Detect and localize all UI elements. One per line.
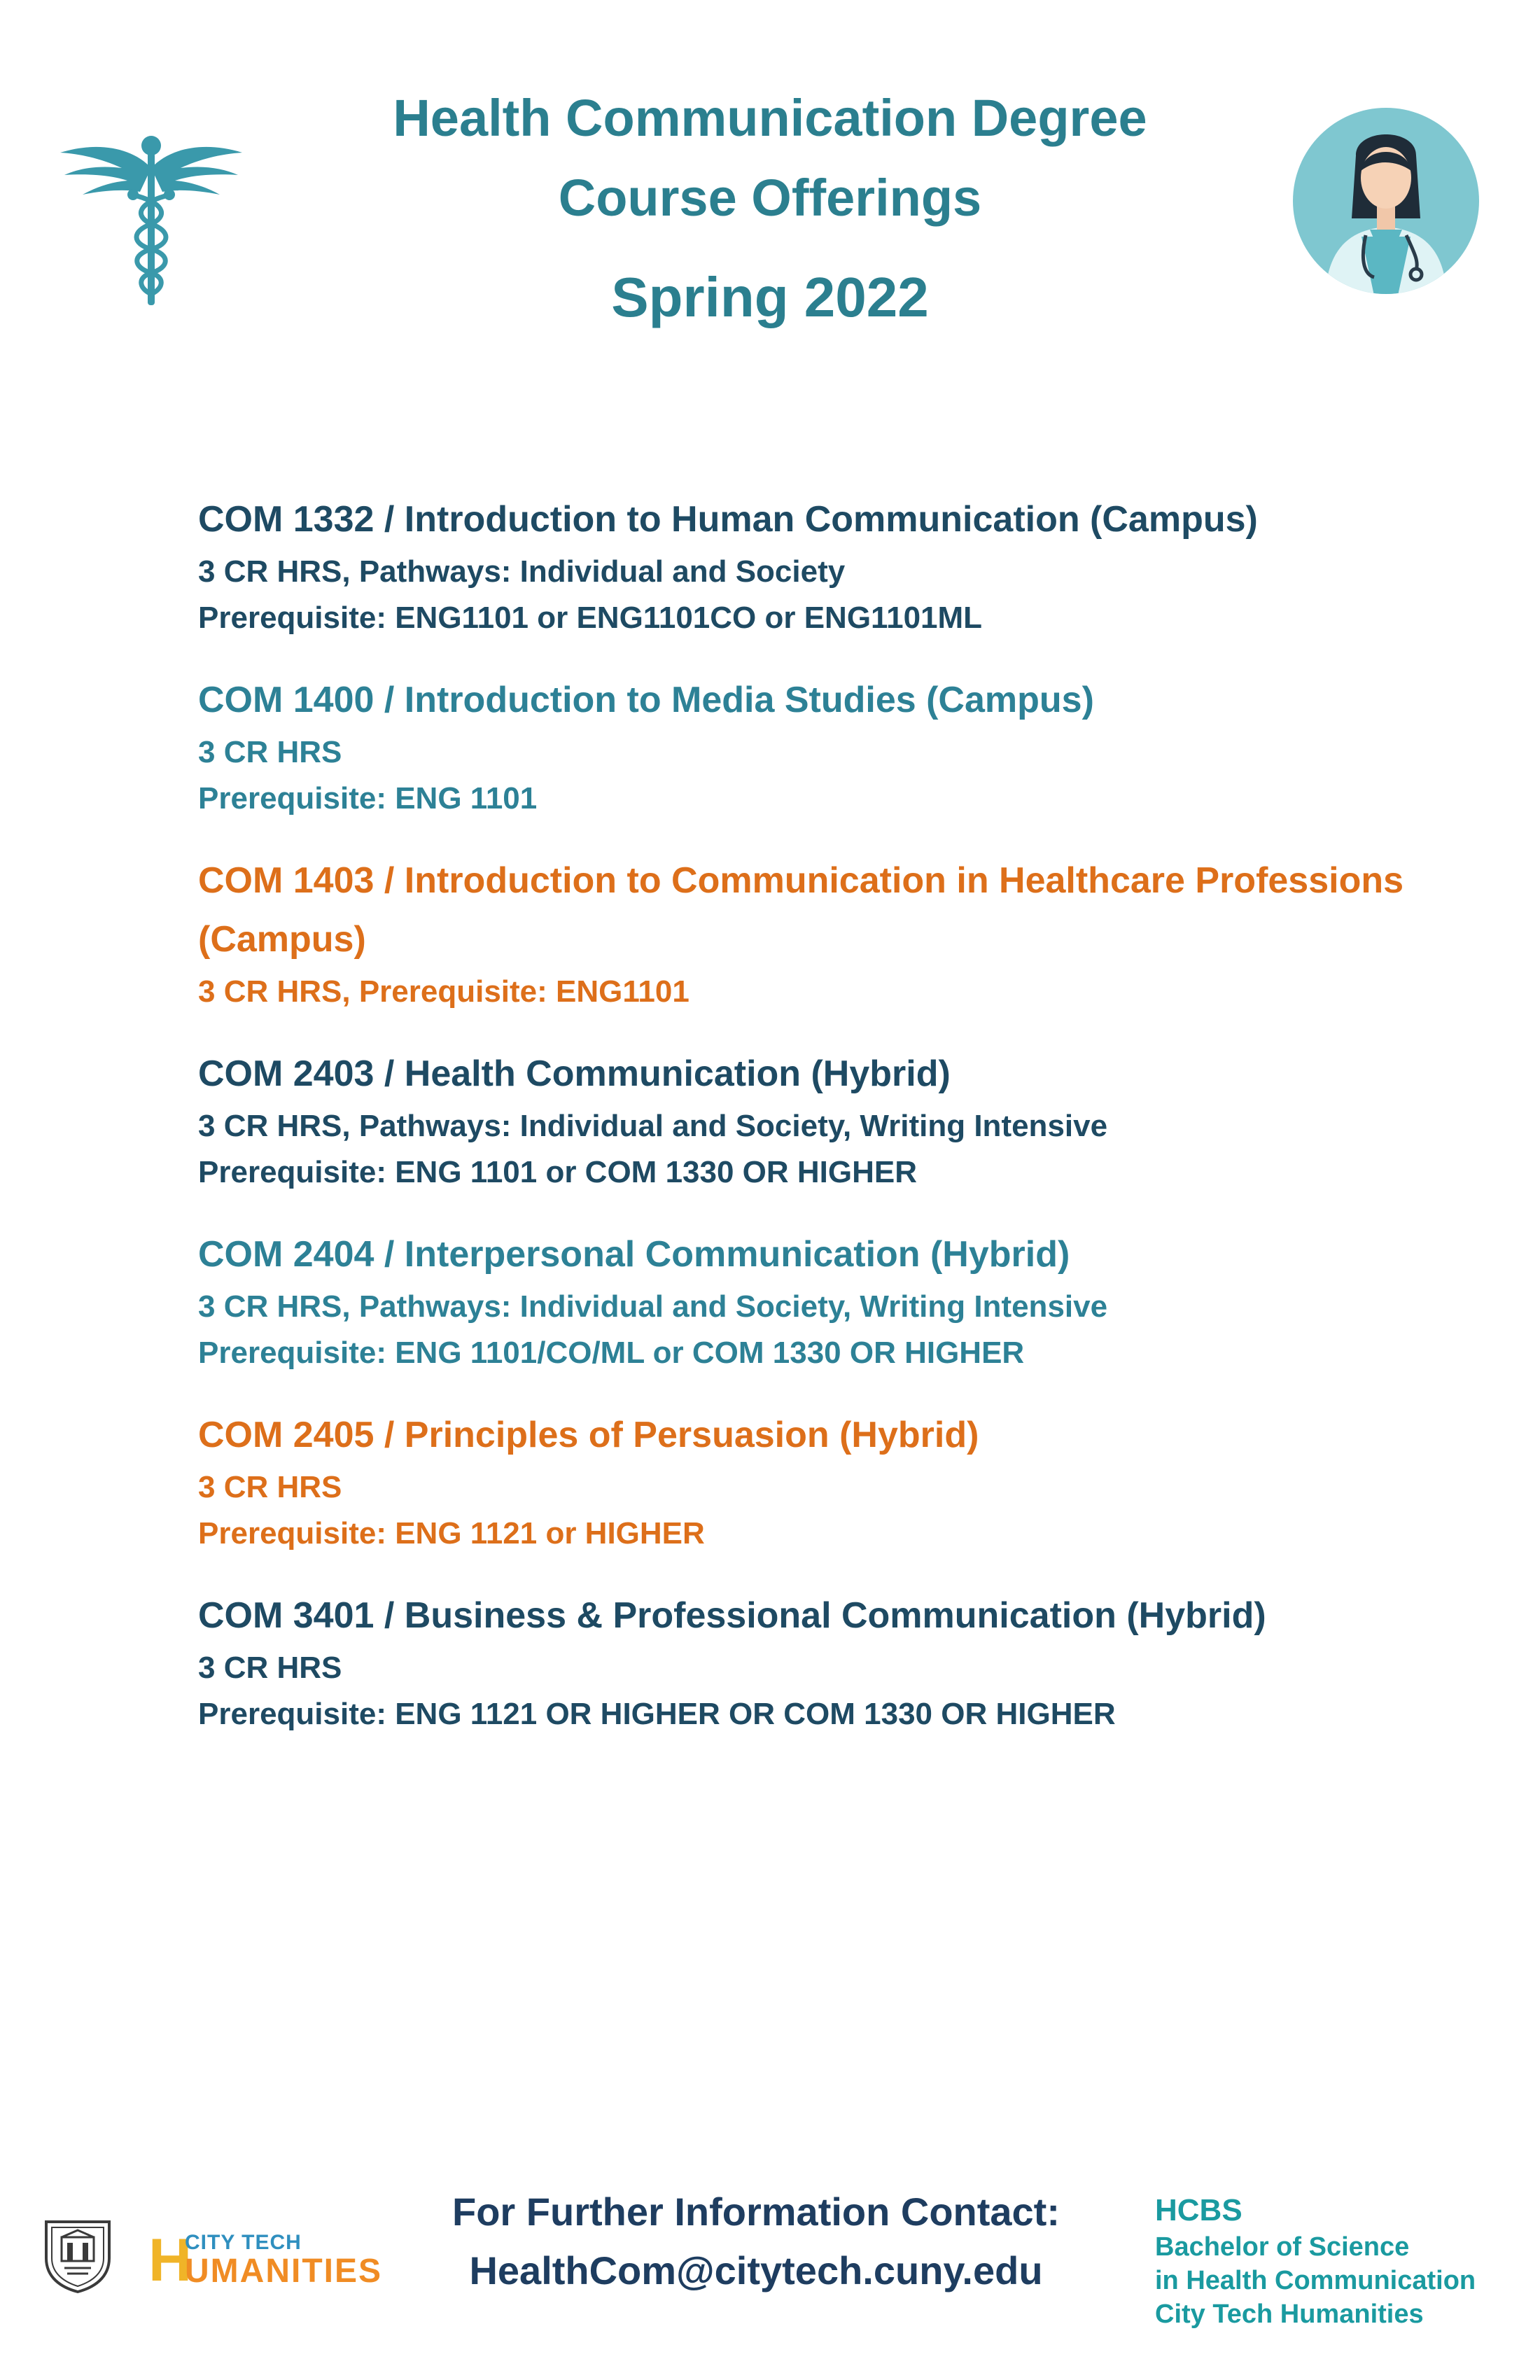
course-prerequisite: Prerequisite: ENG 1101/CO/ML or COM 1330 OR HIGHER	[198, 1336, 1025, 1370]
course-item	[198, 1406, 1458, 1557]
hcbs-line-2: in Health Communication	[1155, 2266, 1476, 2295]
course-title: COM 1332 / Introduction to Human Communication (Campus)	[198, 499, 1258, 540]
course-title: COM 1403 / Introduction to Communication in Healthcare Professions (Campus)	[198, 860, 1404, 960]
humanities-logo-top: CITY TECH	[185, 2231, 302, 2254]
course-detail: 3 CR HRS, Pathways: Individual and Society, Writing Intensive	[198, 1289, 1108, 1324]
course-item	[198, 1225, 1458, 1376]
course-prerequisite: Prerequisite: ENG 1121 OR HIGHER OR COM 1330 OR HIGHER	[198, 1697, 1116, 1731]
course-prerequisite: Prerequisite: ENG 1101 or COM 1330 OR HIGHER	[198, 1155, 918, 1189]
page-title	[0, 78, 1540, 337]
course-item	[198, 671, 1458, 822]
course-title: COM 1400 / Introduction to Media Studies (Campus)	[198, 680, 1094, 720]
hcbs-line-3: City Tech Humanities	[1155, 2300, 1424, 2329]
contact-heading: For Further Information Contact:	[452, 2190, 1060, 2234]
course-list	[198, 490, 1458, 1737]
course-title: COM 2405 / Principles of Persuasion (Hybrid)	[198, 1415, 979, 1455]
course-detail: 3 CR HRS	[198, 735, 342, 769]
course-item	[198, 490, 1458, 641]
humanities-logo	[148, 2227, 386, 2294]
course-detail: 3 CR HRS, Prerequisite: ENG1101	[198, 974, 690, 1009]
course-detail: 3 CR HRS	[198, 1651, 342, 1685]
contact-block	[392, 2183, 1120, 2300]
course-item	[198, 1586, 1458, 1737]
contact-email[interactable]: HealthCom@citytech.cuny.edu	[469, 2248, 1043, 2292]
course-detail: 3 CR HRS, Pathways: Individual and Society, Writing Intensive	[198, 1109, 1108, 1143]
humanities-logo-bottom: UMANITIES	[185, 2253, 382, 2290]
course-detail: 3 CR HRS	[198, 1470, 342, 1504]
college-seal-icon	[41, 2219, 115, 2293]
course-prerequisite: Prerequisite: ENG1101 or ENG1101CO or ENG1101ML	[198, 601, 983, 635]
course-prerequisite: Prerequisite: ENG 1101	[198, 781, 538, 816]
hcbs-block	[1155, 2191, 1533, 2331]
term-heading: Spring 2022	[611, 266, 929, 328]
course-detail: 3 CR HRS, Pathways: Individual and Society	[198, 554, 846, 589]
hcbs-abbreviation: HCBS	[1155, 2193, 1242, 2227]
course-item	[198, 1044, 1458, 1196]
humanities-logo-letter: H	[148, 2227, 192, 2294]
hcbs-line-1: Bachelor of Science	[1155, 2232, 1410, 2262]
course-prerequisite: Prerequisite: ENG 1121 or HIGHER	[198, 1516, 705, 1550]
title-line-1: Health Communication Degree	[393, 89, 1147, 147]
course-title: COM 3401 / Business & Professional Communication (Hybrid)	[198, 1595, 1266, 1636]
course-title: COM 2403 / Health Communication (Hybrid)	[198, 1054, 951, 1094]
course-item	[198, 851, 1458, 1015]
title-line-2: Course Offerings	[558, 169, 982, 227]
course-title: COM 2404 / Interpersonal Communication (Hybrid)	[198, 1234, 1070, 1275]
